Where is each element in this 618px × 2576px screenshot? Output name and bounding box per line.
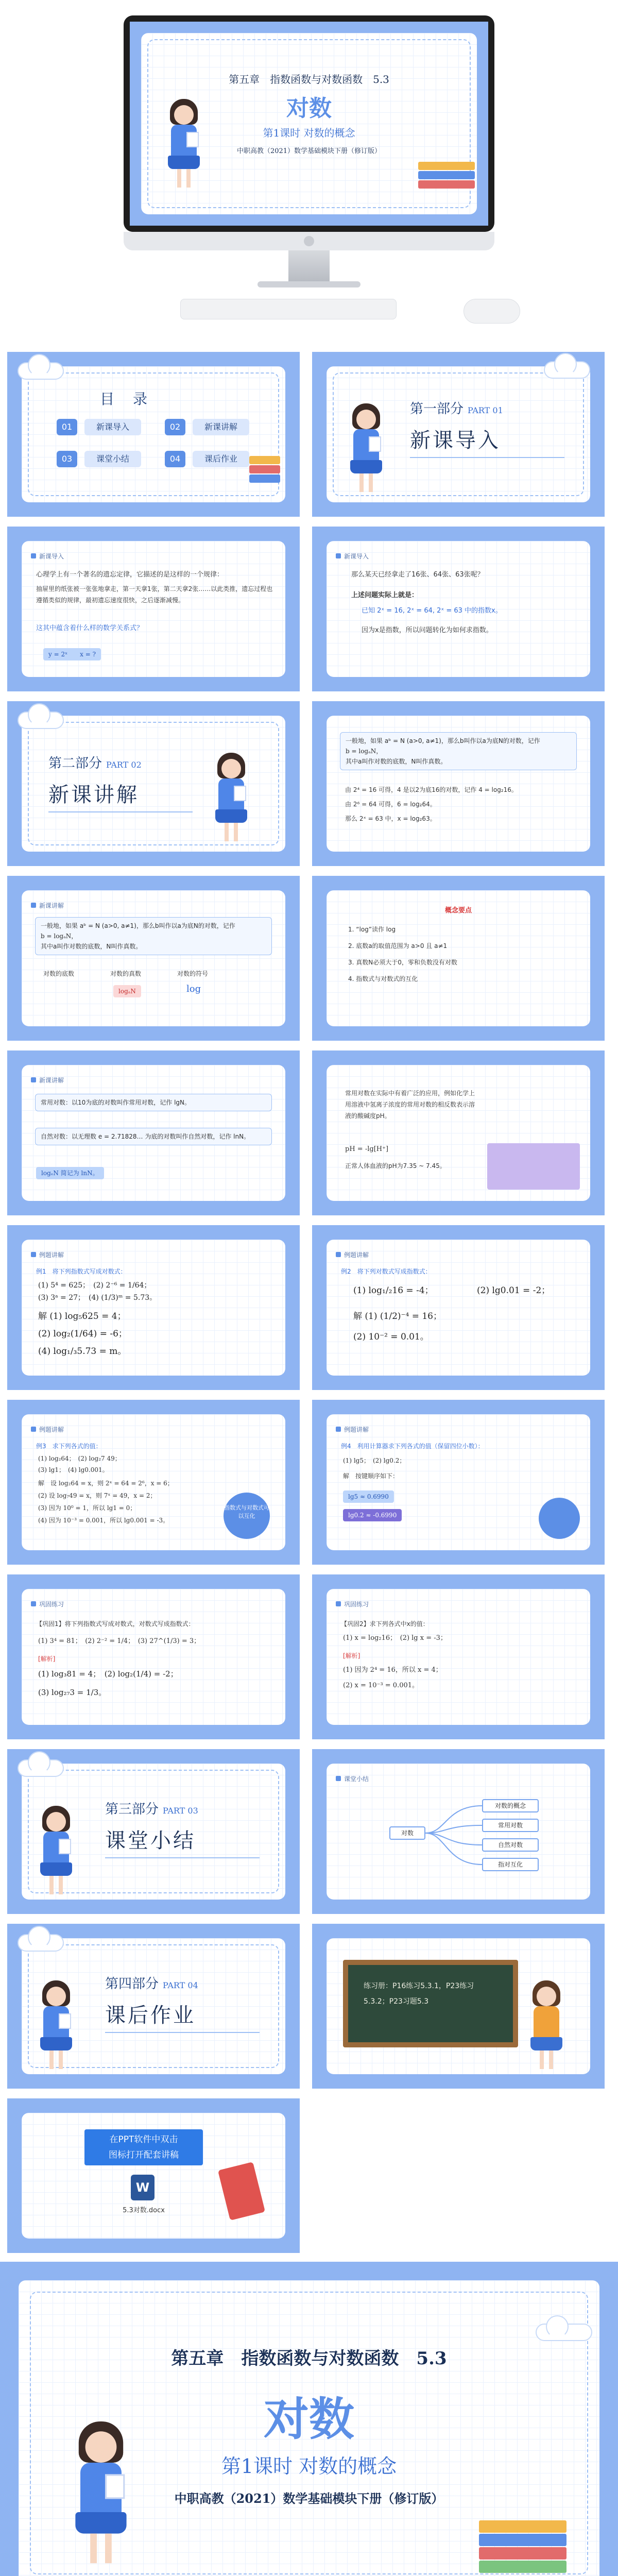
formula-pill: y = 2ˣ x = ? xyxy=(43,648,101,660)
document-filename[interactable]: 5.3对数.docx xyxy=(123,2207,165,2214)
part-title: 课堂小结 xyxy=(105,1829,196,1853)
toc-item-2[interactable]: 02 新课讲解 xyxy=(165,419,249,435)
pencils-illustration xyxy=(249,455,280,483)
slide-definition: 一般地，如果 aᵇ = N (a>0, a≠1)，那么b叫作以a为底N的对数，记作 b = logₐN， 其中a叫作对数的底数，N叫作真数。 由 2⁴ = 16 可得，4 是以2为底16的对数，记作 4 = log₂16。 由 2⁶ = 64 可得，6 = log₂64。 那么 2ˣ = 63 中，x = log₂63。 xyxy=(312,701,605,866)
square-bullet-icon xyxy=(336,1427,341,1432)
cover-title: 对数 xyxy=(263,2392,354,2446)
part-title: 新课导入 xyxy=(410,429,501,452)
square-bullet-icon xyxy=(31,1601,36,1606)
mindmap-root: 对数 xyxy=(389,1826,425,1840)
hero-monitor-mockup xyxy=(0,0,618,330)
toc-item-1[interactable]: 01 新课导入 xyxy=(57,419,141,435)
square-bullet-icon xyxy=(336,1252,341,1257)
toc-item-4[interactable]: 04 课后作业 xyxy=(165,451,249,467)
slide-cover-large xyxy=(0,2262,618,2576)
instruction-banner: 在PPT软件中双击 图标打开配套讲稿 xyxy=(84,2129,203,2165)
part-title: 课后作业 xyxy=(105,2004,196,2027)
slide-part-4 xyxy=(7,1924,300,2089)
slide-practice-1: 巩固练习 【巩固1】将下列指数式写成对数式，对数式写成指数式： (1) 3⁴ = 81； (2) 2⁻² = 1/4； (3) 27^(1/3) = 3； [解析] (1) log₃81 = 4； (2) log₂(1/4) = -2； (3) log₂₇3 = 1/3。 xyxy=(7,1574,300,1739)
part-label: 第三部分 PART 03 xyxy=(105,1802,198,1817)
part-label: 第四部分 PART 04 xyxy=(105,1976,198,1992)
slide-example-1: 例题讲解 例1 将下列指数式写成对数式： (1) 5⁴ = 625； (2) 2⁻⁶ = 1/64； (3) 3ᵃ = 27； (4) (1/3)ᵐ = 5.73。 解 (1) log₅625 = 4； (2) log₂(1/64) = -6； (4) log₁/₃5.73 = m。 xyxy=(7,1225,300,1390)
part-title: 新课讲解 xyxy=(48,783,139,807)
slide-ph-application: 常用对数在实际中有着广泛的应用，例如化学上用溶液中氢离子浓度的常用对数的相反数表示溶液的酸碱度pH。 pH = -lg[H⁺] 正常人体血液的pH为7.35 ~ 7.45。 xyxy=(312,1050,605,1215)
definition-box: 一般地，如果 aᵇ = N (a>0, a≠1)，那么b叫作以a为底N的对数，记作 b = logₐN， 其中a叫作对数的底数，N叫作真数。 xyxy=(340,732,577,770)
tip-bubble xyxy=(539,1498,580,1539)
square-bullet-icon xyxy=(31,1427,36,1432)
slide-homework xyxy=(312,1924,605,2089)
square-bullet-icon xyxy=(336,1601,341,1606)
square-bullet-icon xyxy=(31,1077,36,1082)
slide-key-points: 概念要点 1. “log”读作 log 2. 底数a的取值范围为 a>0 且 a≠1 3. 真数N必须大于0，零和负数没有对数 4. 指数式与对数式的互化 xyxy=(312,876,605,1041)
cover-lesson: 第1课时 对数的概念 xyxy=(263,127,355,139)
slide-intro-left: 新课导入 心理学上有一个著名的遗忘定律，它描述的是这样的一个规律： 抽屉里的纸张被一张张地拿走，第一天拿1张，第二天拿2张……以此类推，遗忘过程也遵循类似的规律，最初遗忘速度很快，之后逐渐减慢。 这其中蕴含着什么样的数学关系式？ y = 2ˣ x = ? xyxy=(7,527,300,691)
slide-common-log: 新课讲解 常用对数：以10为底的对数叫作常用对数，记作 lgN。 自然对数：以无理数 e = 2.71828… 为底的对数叫作自然对数，记作 lnN。 logₑN 简记为 lnN。 xyxy=(7,1050,300,1215)
toc-title: 目 录 xyxy=(100,391,150,408)
mouse-illustration xyxy=(464,299,520,324)
tip-bubble: 指数式与对数式可以互化 xyxy=(224,1493,270,1539)
slide-part-1 xyxy=(312,352,605,517)
part-label: 第二部分 PART 02 xyxy=(48,756,142,771)
slide-part-2 xyxy=(7,701,300,866)
slide-part-3 xyxy=(7,1749,300,1914)
chalkboard: 练习册：P16练习5.3.1，P23练习 5.3.2；P23习题5.3 xyxy=(343,1960,518,2047)
cover-book: 中职高教（2021）数学基础模块下册（修订版） xyxy=(236,147,382,155)
square-bullet-icon xyxy=(31,903,36,908)
square-bullet-icon xyxy=(31,553,36,558)
cover-chapter: 第五章 指数函数与对数函数 5.3 xyxy=(171,2348,447,2369)
books-illustration xyxy=(418,161,475,189)
lab-flasks-image xyxy=(487,1143,580,1190)
slide-practice-2: 巩固练习 【巩固2】求下列各式中x的值： (1) x = log₂16； (2) lg x = -3； [解析] (1) 因为 2⁴ = 16，所以 x = 4； (2) x = 10⁻³ = 0.001。 xyxy=(312,1574,605,1739)
formula-pill: logₐN xyxy=(113,985,141,997)
square-bullet-icon xyxy=(31,1252,36,1257)
cover-lesson: 第1课时 对数的概念 xyxy=(221,2455,397,2478)
cover-title: 对数 xyxy=(286,95,332,122)
keyboard-illustration xyxy=(180,299,397,319)
toc-item-3[interactable]: 03 课堂小结 xyxy=(57,451,141,467)
mindmap-connectors xyxy=(425,1801,482,1868)
square-bullet-icon xyxy=(336,1776,341,1781)
slide-example-2: 例题讲解 例2 将下列对数式写成指数式： (1) log₁/₂16 = -4； (2) lg0.01 = -2； 解 (1) (1/2)⁻⁴ = 16； (2) 10⁻² = 0.01。 xyxy=(312,1225,605,1390)
part-label: 第一部分 PART 01 xyxy=(410,401,503,417)
slide-example-4: 例题讲解 例4 利用计算器求下列各式的值（保留四位小数）： (1) lg5； (2) lg0.2； 解 按键顺序如下： lg5 ≈ 0.6990 lg0.2 ≈ -0.6990 xyxy=(312,1400,605,1565)
slide-summary: 课堂小结 对数 对数的概念 常用对数 自然对数 指对互化 xyxy=(312,1749,605,1914)
slide-download xyxy=(7,2098,300,2253)
monitor-screen xyxy=(130,22,488,226)
word-document-icon[interactable]: W xyxy=(131,2175,154,2200)
slide-example-3: 例题讲解 例3 求下列各式的值： (1) log₂64； (2) log₂7 49； (3) lg1； (4) lg0.001。 解 设 log₂64 = x，则 2ˣ = 64 = 2⁶，x = 6； (2) 设 log₇49 = x，则 7ˣ = 49，x = 2； (3) 因为 10⁰ = 1，所以 lg1 = 0； (4) 因为 10⁻³ = 0.001，所以 lg0.001 = -3。 指数式与对数式可以互化 xyxy=(7,1400,300,1565)
square-bullet-icon xyxy=(336,553,341,558)
slide-intro-right: 新课导入 那么某天已经拿走了16张、64张、63张呢？ 上述问题实际上就是： 已知 2ˣ = 16, 2ˣ = 64, 2ˣ = 63 中的指数x。 因为x是指数，所以问题转化为如何求指数。 xyxy=(312,527,605,691)
slide-notation: 新课讲解 一般地，如果 aᵇ = N (a>0, a≠1)，那么b叫作以a为底N的对数，记作 b = logₐN， 其中a叫作对数的底数，N叫作真数。 对数的底数 对数的真数 对数的符号 logₐN log xyxy=(7,876,300,1041)
cover-chapter: 第五章 指数函数与对数函数 5.3 xyxy=(229,73,389,86)
apple-logo-icon xyxy=(304,236,314,246)
slide-toc xyxy=(7,352,300,517)
cover-book: 中职高教（2021）数学基础模块下册（修订版） xyxy=(174,2491,444,2506)
books-illustration xyxy=(479,2519,566,2573)
